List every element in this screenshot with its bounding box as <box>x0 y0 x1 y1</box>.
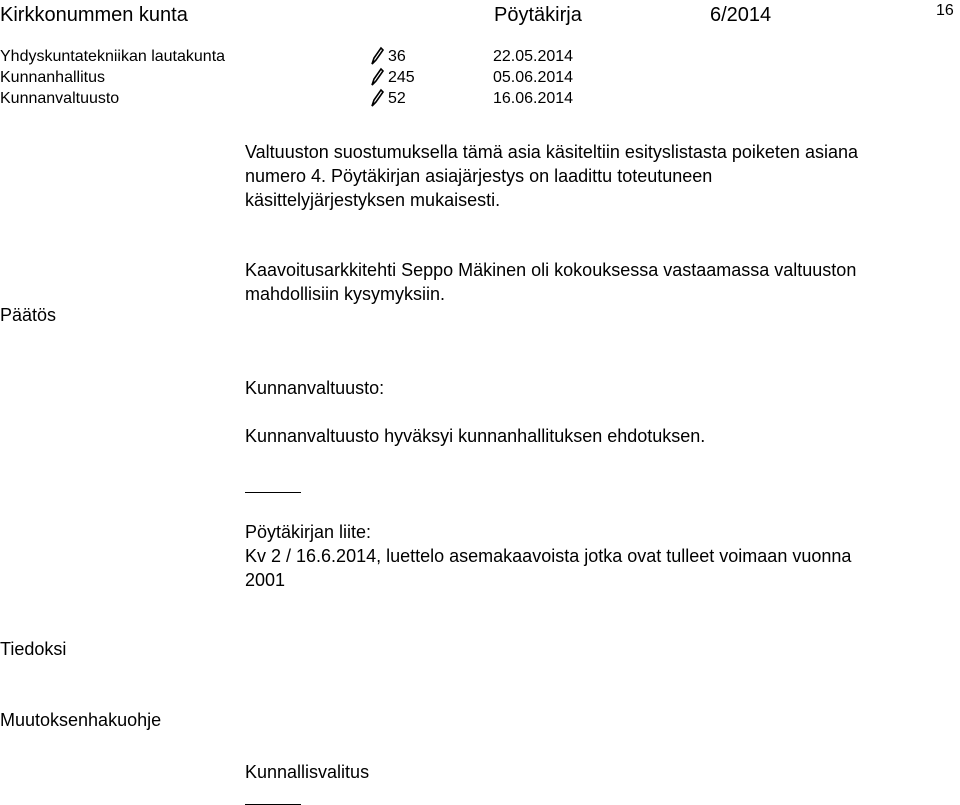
proceeding-section: 52 <box>388 90 406 107</box>
intro-line: käsittelyjärjestyksen mukaisesti. <box>245 190 501 210</box>
decision-line: mahdollisiin kysymyksiin. <box>245 284 446 304</box>
proceeding-section: 36 <box>388 48 406 65</box>
separator-rule <box>245 492 301 493</box>
distribution-label: Tiedoksi <box>0 639 67 659</box>
council-decision: Kunnanvaltuusto hyväksyi kunnanhallituksen ehdotuksen. <box>245 426 706 446</box>
attachment-heading: Pöytäkirjan liite: <box>245 522 372 542</box>
proceeding-date: 22.05.2014 <box>493 48 574 65</box>
council-heading: Kunnanvaltuusto: <box>245 378 385 398</box>
decision-label: Päätös <box>0 305 57 325</box>
organization-name: Kirkkonummen kunta <box>0 4 188 26</box>
document-type: Pöytäkirja <box>494 4 582 26</box>
issue-number: 6/2014 <box>710 4 772 26</box>
intro-line: numero 4. Pöytäkirjan asiajärjestys on laadittu toteutuneen <box>245 166 713 186</box>
pen-icon <box>370 46 384 66</box>
appeal-value: Kunnallisvalitus <box>245 762 370 782</box>
pen-icon <box>370 67 384 87</box>
proceeding-section: 245 <box>388 69 415 86</box>
appeal-label: Muutoksenhakuohje <box>0 710 162 730</box>
attachment-line: 2001 <box>245 570 286 590</box>
proceeding-body: Kunnanhallitus <box>0 69 105 86</box>
proceeding-date: 05.06.2014 <box>493 69 574 86</box>
proceeding-body: Kunnanvaltuusto <box>0 90 120 107</box>
decision-line: Kaavoitusarkkitehti Seppo Mäkinen oli kokouksessa vastaamassa valtuuston <box>245 260 857 280</box>
intro-line: Valtuuston suostumuksella tämä asia käsiteltiin esityslistasta poiketen asiana <box>245 142 858 162</box>
attachment-line: Kv 2 / 16.6.2014, luettelo asemakaavoista jotka ovat tulleet voimaan vuonna <box>245 546 852 566</box>
page-number: 16 <box>936 2 954 19</box>
proceeding-body: Yhdyskuntatekniikan lautakunta <box>0 48 226 65</box>
proceeding-date: 16.06.2014 <box>493 90 574 107</box>
pen-icon <box>370 88 384 108</box>
